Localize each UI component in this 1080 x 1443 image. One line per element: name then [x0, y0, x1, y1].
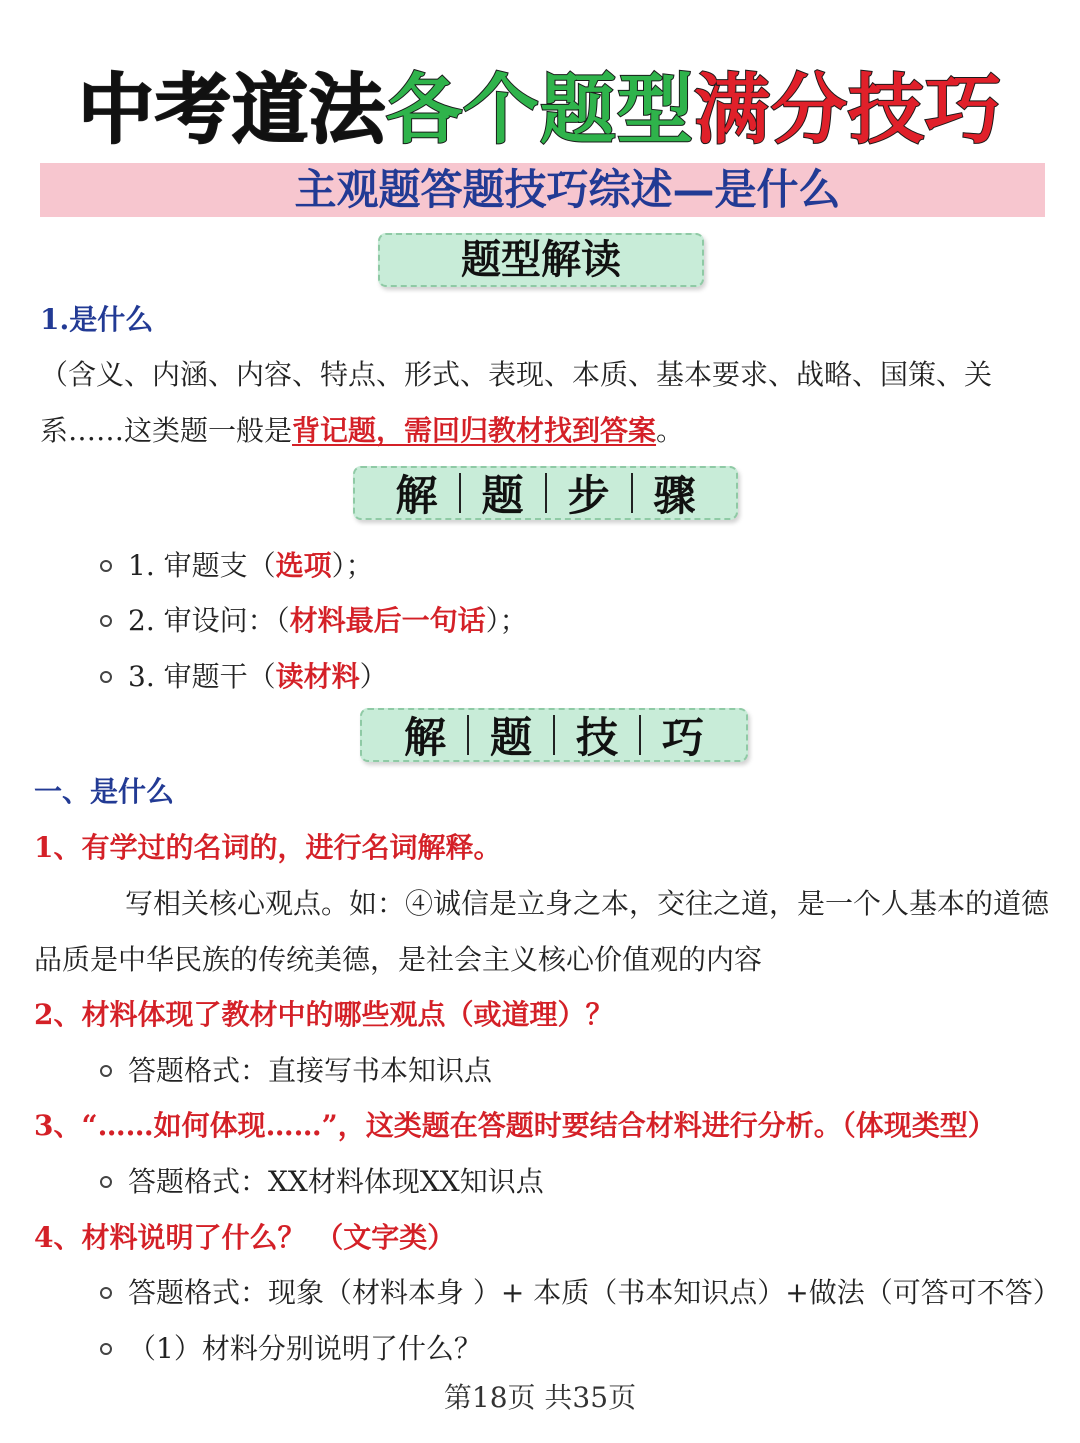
- page-number-footer: 第18页 共35页: [443, 1381, 637, 1414]
- title-part-2: 各个题型: [386, 65, 694, 154]
- steps-heading-char: 题: [481, 471, 524, 520]
- tip-4-title: 4、材料说明了什么？ （文字类）: [34, 1221, 456, 1254]
- step-item-1: [100, 546, 374, 586]
- bullet-icon: [100, 560, 112, 572]
- section-heading-interpret: 题型解读: [378, 233, 704, 287]
- heading-divider: [631, 473, 633, 513]
- step-highlight: 选项: [275, 549, 332, 582]
- step-prefix: 2. 审设问：（: [128, 604, 290, 637]
- heading-divider: [467, 715, 469, 755]
- step-item-2: [100, 601, 528, 641]
- section-heading-steps: [353, 466, 738, 520]
- bullet-icon: [100, 1343, 112, 1355]
- interpret-item-label: 1.是什么: [40, 303, 154, 336]
- interpret-line-2-highlight: 背记题，需回归教材找到答案: [292, 414, 657, 447]
- heading-divider: [545, 473, 547, 513]
- tips-heading-char: 技: [575, 713, 618, 762]
- tip-4-format: [100, 1273, 1061, 1313]
- interpret-line-1: （含义、内涵、内容、特点、形式、表现、本质、基本要求、战略、国策、关: [40, 358, 993, 391]
- title-part-1: 中考道法: [78, 65, 386, 154]
- tip-4-sub-text: （1）材料分别说明了什么？: [128, 1332, 482, 1365]
- tip-1-body-line-2: 品质是中华民族的传统美德，是社会主义核心价值观的内容: [34, 943, 763, 976]
- interpret-line-2-prefix: 系……这类题一般是: [40, 414, 293, 447]
- heading-divider: [553, 715, 555, 755]
- page-title: [0, 62, 1080, 158]
- tips-heading-char: 解: [403, 713, 446, 762]
- heading-divider: [639, 715, 641, 755]
- bullet-icon: [100, 615, 112, 627]
- tip-2-format-text: 答题格式：直接写书本知识点: [128, 1054, 493, 1087]
- steps-heading-char: 步: [567, 471, 610, 520]
- section-heading-tips: [360, 708, 748, 762]
- tips-part-title: 一、是什么: [34, 775, 175, 808]
- tip-3-format-text: 答题格式：XX材料体现XX知识点: [128, 1165, 544, 1198]
- steps-heading-char: 解: [395, 471, 438, 520]
- tip-4-sub: [100, 1329, 482, 1369]
- heading-divider: [459, 473, 461, 513]
- bullet-icon: [100, 671, 112, 683]
- step-item-3: [100, 657, 388, 697]
- step-prefix: 1. 审题支（: [128, 549, 276, 582]
- bullet-icon: [100, 1287, 112, 1299]
- tips-heading-char: 巧: [661, 713, 704, 762]
- tips-heading-char: 题: [489, 713, 532, 762]
- tip-1-body-line-1: 写相关核心观点。如：④诚信是立身之本，交往之道，是一个人基本的道德: [125, 887, 1050, 920]
- interpret-line-2: [40, 411, 684, 451]
- tip-1-title: 1、有学过的名词的，进行名词解释。: [34, 831, 502, 864]
- step-highlight: 材料最后一句话: [289, 604, 486, 637]
- steps-heading-char: 骤: [653, 471, 696, 520]
- subtitle-text: 主观题答题技巧综述—是什么: [294, 165, 841, 214]
- step-prefix: 3. 审题干（: [128, 660, 276, 693]
- tip-3-title: 3、“……如何体现……”，这类题在答题时要结合材料进行分析。（体现类型）: [34, 1109, 996, 1142]
- interpret-line-2-suffix: 。: [656, 414, 685, 447]
- subtitle-banner: [40, 163, 1045, 217]
- tip-2-title: 2、材料体现了教材中的哪些观点（或道理）？: [34, 998, 614, 1031]
- tip-2-format: [100, 1051, 492, 1091]
- step-suffix: ）；: [485, 604, 528, 637]
- step-suffix: ）；: [331, 549, 374, 582]
- bullet-icon: [100, 1065, 112, 1077]
- step-highlight: 读材料: [275, 660, 360, 693]
- bullet-icon: [100, 1176, 112, 1188]
- tip-4-format-text: 答题格式：现象（材料本身 ）+ 本质（书本知识点）+做法（可答可不答）: [128, 1276, 1061, 1309]
- step-suffix: ）: [359, 660, 388, 693]
- title-part-3: 满分技巧: [694, 65, 1002, 154]
- tip-3-format: [100, 1162, 544, 1202]
